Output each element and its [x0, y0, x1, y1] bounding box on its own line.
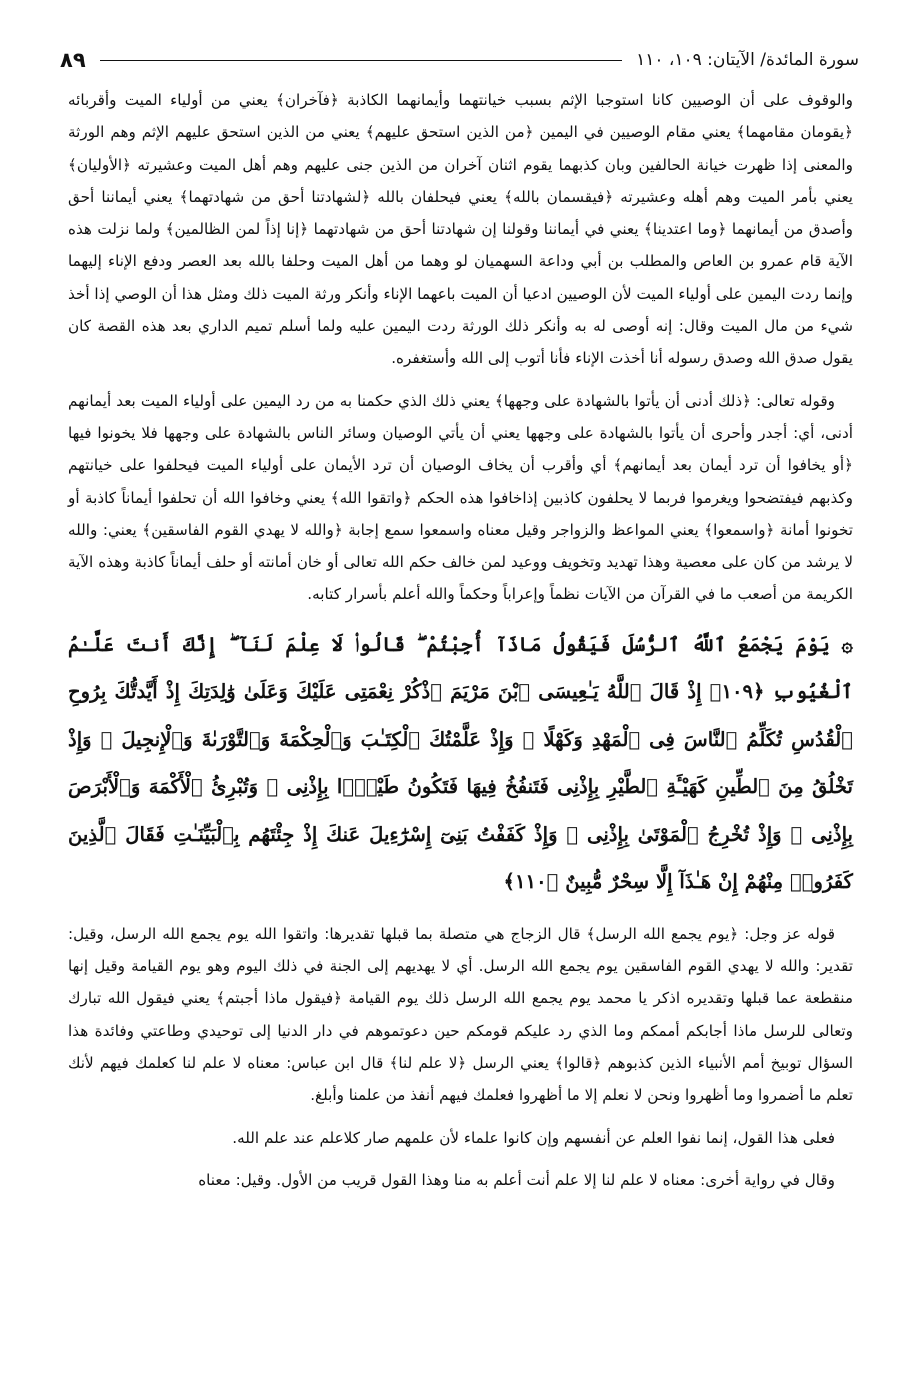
page-header [60, 40, 859, 80]
commentary-paragraph: قوله عز وجل: ﴿يوم يجمع الله الرسل﴾ قال الزجاج هي متصلة بما قبلها تقديرها: واتقوا الله يوم يجمع الله الرسل، وقيل: تقدير: والله لا يهدي القوم الفاسقين يوم يجمع الله الرسل. أي لا يهديهم إلى الجنة في ذلك اليوم وهو يوم القيامة وقيل إنها منقطعة عما قبلها وتقديره اذكر يا محمد يوم يجمع الله الرسل ذلك يوم القيامة ﴿فيقول ماذا أجبتم﴾ يعني فيقول الله تبارك وتعالى للرسل ماذا أجابكم أممكم وما الذي رد عليكم قومكم حين دعوتموهم في دار الدنيا إلى توحيدي وطاعتي وفائدة هذا السؤال توبيخ أمم الأنبياء الذين كذبوهم ﴿قالوا﴾ يعني الرسل ﴿لا علم لنا﴾ قال ابن عباس: معناه لا علم لنا كعلمك فيهم لأنك تعلم ما أضمروا وما أظهروا ونحن لا نعلم إلا ما أظهروا فعلمك فيهم أنفذ من علمنا وأبلغ. [68, 924, 853, 1105]
page-body [68, 84, 853, 1206]
tafsir-paragraph: والوقوف على أن الوصيين كانا استوجبا الإثم بسبب خيانتهما وأيمانهما الكاذبة ﴿فآخران﴾ يعني من أولياء الميت وأقربائه ﴿يقومان مقامهما﴾ يعني مقام الوصيين في اليمين ﴿من الذين استحق عليهم﴾ يعني من الذين استحق عليهم الإثم وهم الورثة والمعنى إذا ظهرت خيانة الحالفين وبان كذبهما يقوم اثنان آخران من الذين جنى عليهم وهم أهل الميت وعشيرته ﴿الأوليان﴾ يعني بأمر الميت وهم أهله وعشيرته ﴿فيقسمان بالله﴾ يعني فيحلفان بالله ﴿لشهادتنا أحق من شهادتهما﴾ يعني أيماننا أحق وأصدق من أيمانهما ﴿وما اعتدينا﴾ يعني في أيماننا وقولنا إن شهادتنا أحق من شهادتهما ﴿إنا إذاً لمن الظالمين﴾ ولما نزلت هذه الآية قام عمرو بن العاص والمطلب بن أبي وداعة السهميان لو وهما من أهل الميت وحلفا بالله بعد العصر ودفع الإناء إليهما وإنما ردت اليمين على أولياء الميت لأن الوصيين ادعيا أن الميت باعهما الإناء وأنكر ورثة الميت ذلك ومثل هذا أن الوصي إذا أخذ شيء من مال الميت وقال: إنه أوصى له به وأنكر ذلك الورثة ردت اليمين عليه ولما أسلم تميم الداري بعد هذه القصة كان يقول صدق الله وصدق رسوله أنا أخذت الإناء فأنا أتوب إلى الله وأستغفره. [68, 91, 853, 368]
running-title: سورة المائدة/ الآيتان: ١٠٩، ١١٠ [636, 50, 859, 70]
commentary-paragraph: فعلى هذا القول، إنما نفوا العلم عن أنفسهم وإن كانوا علماء لأن علمهم صار كلاعلم عند علم الله. [232, 1128, 835, 1147]
header-rule [100, 60, 622, 61]
page-number: ٨٩ [60, 48, 86, 72]
quran-verse: ۞ يَوْمَ يَجْمَعُ ٱللَّهُ ٱلرُّسُلَ فَيَقُولُ مَاذَآ أُجِبْتُمْ ۖ قَالُوا۟ لَا عِلْمَ لَنَآ ۖ إِنَّكَ أَنتَ عَلَّـٰمُ ٱلْغُيُوبِ ﴿١٠٩﴾ إِذْ قَالَ ٱللَّهُ يَـٰعِيسَى ٱبْنَ مَرْيَمَ ٱذْكُرْ نِعْمَتِى عَلَيْكَ وَعَلَىٰ وَٰلِدَتِكَ إِذْ أَيَّدتُّكَ بِرُوحِ ٱلْقُدُسِ تُكَلِّمُ ٱلنَّاسَ فِى ٱلْمَهْدِ وَكَهْلًا ۖ وَإِذْ عَلَّمْتُكَ ٱلْكِتَـٰبَ وَٱلْحِكْمَةَ وَٱلتَّوْرَىٰةَ وَٱلْإِنجِيلَ ۖ وَإِذْ تَخْلُقُ مِنَ ٱلطِّينِ كَهَيْـَٔةِ ٱلطَّيْرِ بِإِذْنِى فَتَنفُخُ فِيهَا فَتَكُونُ طَيْرًۢا بِإِذْنِى ۖ وَتُبْرِئُ ٱلْأَكْمَهَ وَٱلْأَبْرَصَ بِإِذْنِى ۖ وَإِذْ تُخْرِجُ ٱلْمَوْتَىٰ بِإِذْنِى ۖ وَإِذْ كَفَفْتُ بَنِىٓ إِسْرَٰٓءِيلَ عَنكَ إِذْ جِئْتَهُم بِٱلْبَيِّنَـٰتِ فَقَالَ ٱلَّذِينَ كَفَرُوا۟ مِنْهُمْ إِنْ هَـٰذَآ إِلَّا سِحْرٌ مُّبِينٌ ﴿١١٠﴾ [68, 632, 853, 894]
commentary-paragraph: وقال في رواية أخرى: معناه لا علم لنا إلا علم أنت أعلم به منا وهذا القول قريب من الأول. وقيل: معناه [198, 1170, 835, 1189]
tafsir-paragraph: وقوله تعالى: ﴿ذلك أدنى أن يأتوا بالشهادة على وجهها﴾ يعني ذلك الذي حكمنا به من رد اليمين على أولياء الميت بعد أيمانهم أدنى، أي: أجدر وأحرى أن يأتوا بالشهادة على وجهها يعني أن يأتي الوصيان وسائر الناس بالشهادة على وجهها فلا يخونوا فيها ﴿أو يخافوا أن ترد أيمان بعد أيمانهم﴾ أي وأقرب أن يخاف الوصيان أن ترد الأيمان على أولياء الميت فيحلفوا على خيانتهم وكذبهم فيفتضحوا ويغرموا فربما لا يحلفون كاذبين إذاخافوا هذه الحكم ﴿واتقوا الله﴾ يعني وخافوا الله أن تحلفوا أيماناً كاذبة أو تخونوا أمانة ﴿واسمعوا﴾ يعني المواعظ والزواجر وقيل معناه واسمعوا سمع إجابة ﴿والله لا يهدي القوم الفاسقين﴾ يعني: والله لا يرشد من كان على معصية وهذا تهديد وتخويف ووعيد لمن خالف حكم الله تعالى أو خان أمانته أو حلف أيماناً كاذبة وهذه الآية الكريمة من أصعب ما في القرآن من الآيات نظماً وإعراباً وحكماً والله أعلم بأسرار كتابه. [68, 391, 853, 604]
